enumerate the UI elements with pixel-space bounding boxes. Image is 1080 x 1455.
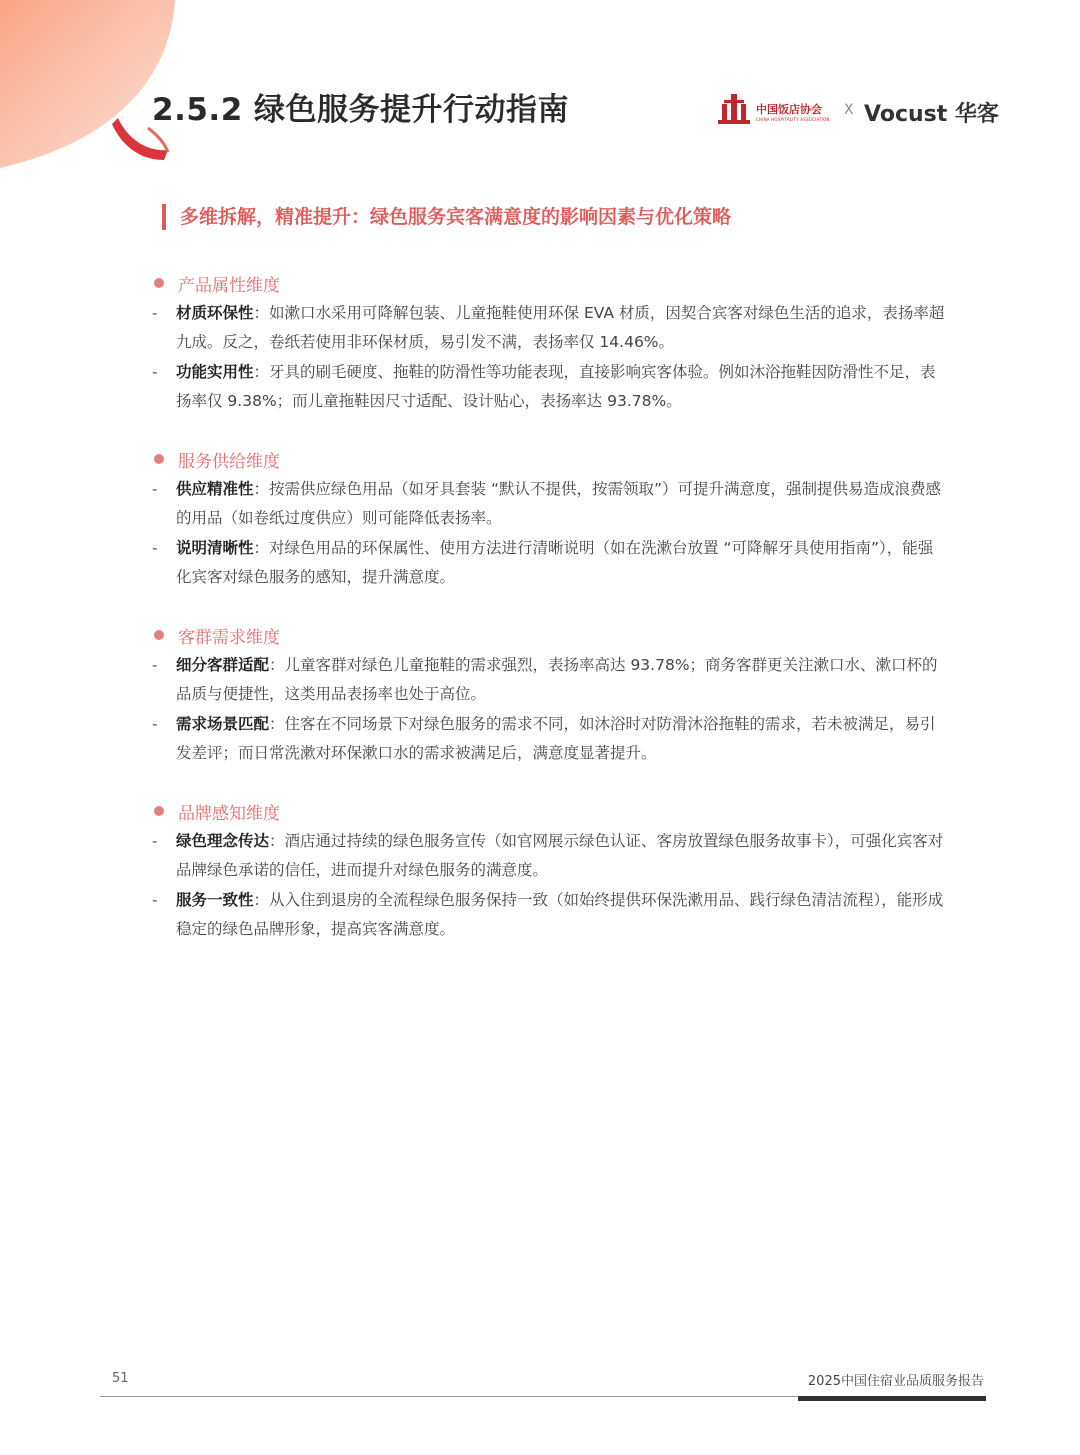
section-title-text: 产品属性维度 xyxy=(178,275,280,296)
item-label: 服务一致性 xyxy=(176,891,254,909)
list-item xyxy=(152,827,952,885)
list-item xyxy=(152,886,952,944)
item-text xyxy=(176,299,946,357)
item-label: 细分客群适配 xyxy=(176,656,270,674)
item-label: 供应精准性 xyxy=(176,480,254,498)
item-body: ：按需供应绿色用品（如牙具套装 “默认不提供，按需领取”）可提升满意度，强制提供易造成浪费感的用品（如卷纸过度供应）则可能降低表扬率。 xyxy=(176,480,942,527)
list-item xyxy=(152,710,952,768)
bullet-dot-icon xyxy=(154,278,164,288)
header-logos xyxy=(716,90,999,130)
item-label: 功能实用性 xyxy=(176,363,254,381)
section-service-supply xyxy=(152,444,952,592)
item-text xyxy=(176,358,946,416)
section-customer-demand xyxy=(152,620,952,768)
item-text xyxy=(176,534,946,592)
section-product-attributes xyxy=(152,268,952,416)
page-number: 51 xyxy=(112,1371,129,1386)
item-text xyxy=(176,710,946,768)
item-body: ：酒店通过持续的绿色服务宣传（如官网展示绿色认证、客房放置绿色服务故事卡），可强化宾客对品牌绿色承诺的信任，进而提升对绿色服务的满意度。 xyxy=(176,832,944,879)
bullet-dot-icon xyxy=(154,630,164,640)
dash-icon: - xyxy=(152,832,158,850)
item-body: ：对绿色用品的环保属性、使用方法进行清晰说明（如在洗漱台放置 “可降解牙具使用指南”），能强化宾客对绿色服务的感知，提升满意度。 xyxy=(176,539,934,586)
section-title xyxy=(152,444,952,474)
bullet-dot-icon xyxy=(154,454,164,464)
section-title xyxy=(152,268,952,298)
item-text xyxy=(176,651,946,709)
item-label: 说明清晰性 xyxy=(176,539,254,557)
report-name: 2025中国住宿业品质服务报告 xyxy=(807,1374,984,1389)
list-item xyxy=(152,475,952,533)
section-title xyxy=(152,796,952,826)
section-title-text: 服务供给维度 xyxy=(178,451,280,472)
item-text xyxy=(176,886,946,944)
item-body: ：如漱口水采用可降解包装、儿童拖鞋使用环保 EVA 材质，因契合宾客对绿色生活的追求，表扬率超九成。反之，卷纸若使用非环保材质，易引发不满，表扬率仅 14.46%。 xyxy=(176,304,945,351)
item-label: 需求场景匹配 xyxy=(176,715,270,733)
item-label: 绿色理念传达 xyxy=(176,832,270,850)
list-item xyxy=(152,358,952,416)
section-title-text: 客群需求维度 xyxy=(178,627,280,648)
main-content xyxy=(152,268,952,972)
association-subtitle: CHINA HOSPITALITY ASSOCIATION xyxy=(756,117,830,122)
section-brand-perception xyxy=(152,796,952,944)
item-text xyxy=(176,475,946,533)
partner-logo: Vocust 华客 xyxy=(864,102,999,127)
dash-icon: - xyxy=(152,363,158,381)
page-title: 2.5.2 绿色服务提升行动指南 xyxy=(152,92,570,128)
item-body: ：从入住到退房的全流程绿色服务保持一致（如始终提供环保洗漱用品、践行绿色清洁流程），能形成稳定的绿色品牌形象，提高宾客满意度。 xyxy=(176,891,944,938)
dash-icon: - xyxy=(152,304,158,322)
item-body: ：儿童客群对绿色儿童拖鞋的需求强烈，表扬率高达 93.78%；商务客群更关注漱口水、漱口杯的品质与便捷性，这类用品表扬率也处于高位。 xyxy=(176,656,938,703)
item-text xyxy=(176,827,946,885)
list-item xyxy=(152,651,952,709)
dash-icon: - xyxy=(152,539,158,557)
bullet-dot-icon xyxy=(154,806,164,816)
section-title xyxy=(152,620,952,650)
list-item xyxy=(152,534,952,592)
item-body: ：住客在不同场景下对绿色服务的需求不同，如沐浴时对防滑沐浴拖鞋的需求，若未被满足，易引发差评；而日常洗漱对环保漱口水的需求被满足后，满意度显著提升。 xyxy=(176,715,936,762)
dash-icon: - xyxy=(152,480,158,498)
logo-separator: X xyxy=(844,102,854,118)
section-title-text: 品牌感知维度 xyxy=(178,803,280,824)
dash-icon: - xyxy=(152,656,158,674)
association-logo-icon xyxy=(716,90,752,128)
association-name: 中国饭店协会 xyxy=(756,103,822,116)
item-body: ：牙具的刷毛硬度、拖鞋的防滑性等功能表现，直接影响宾客体验。例如沐浴拖鞋因防滑性不足，表扬率仅 9.38%；而儿童拖鞋因尺寸适配、设计贴心，表扬率达 93.78%。 xyxy=(176,363,936,410)
list-item xyxy=(152,299,952,357)
item-label: 材质环保性 xyxy=(176,304,254,322)
dash-icon: - xyxy=(152,891,158,909)
footer-accent-bar xyxy=(798,1396,986,1401)
dash-icon: - xyxy=(152,715,158,733)
section-subheading: 多维拆解，精准提升：绿色服务宾客满意度的影响因素与优化策略 xyxy=(162,204,731,230)
